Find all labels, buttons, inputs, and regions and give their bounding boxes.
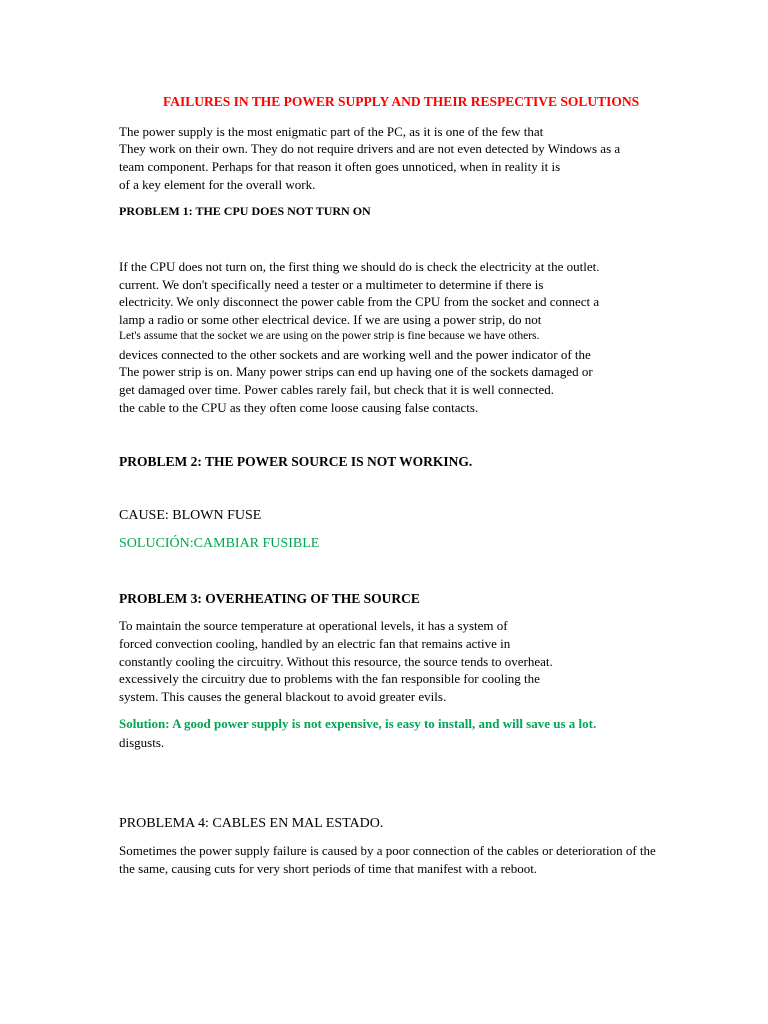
problem1-line: If the CPU does not turn on, the first thing we should do is check the electricity at the outlet. [119, 259, 600, 274]
problem1-heading: PROBLEM 1: THE CPU DOES NOT TURN ON [119, 204, 371, 218]
problem1-line: The power strip is on. Many power strips can end up having one of the sockets damaged or [119, 364, 593, 379]
problem4-line: Sometimes the power supply failure is caused by a poor connection of the cables or deterioration of the [119, 843, 656, 858]
problem1-line: electricity. We only disconnect the power cable from the CPU from the socket and connect a [119, 294, 600, 309]
problem3-heading: PROBLEM 3: OVERHEATING OF THE SOURCE [119, 591, 420, 606]
problem4-heading: PROBLEMA 4: CABLES EN MAL ESTADO. [119, 816, 384, 831]
problem1-line: lamp a radio or some other electrical device. If we are using a power strip, do not [119, 312, 542, 327]
problem2-heading: PROBLEM 2: THE POWER SOURCE IS NOT WORKING. [119, 454, 473, 469]
problem3-line: forced convection cooling, handled by an electric fan that remains active in [119, 636, 511, 651]
problem1-line: the cable to the CPU as they often come loose causing false contacts. [119, 400, 479, 415]
intro-line: The power supply is the most enigmatic part of the PC, as it is one of the few that [119, 124, 544, 139]
intro-line: They work on their own. They do not require drivers and are not even detected by Windows as a [119, 141, 621, 156]
problem3-line: system. This causes the general blackout to avoid greater evils. [119, 689, 447, 704]
problem2-solution: SOLUCIÓN:CAMBIAR FUSIBLE [119, 536, 320, 551]
problem4-line: the same, causing cuts for very short periods of time that manifest with a reboot. [119, 861, 538, 876]
intro-line: of a key element for the overall work. [119, 177, 316, 192]
problem1-line: get damaged over time. Power cables rarely fail, but check that it is well connected. [119, 382, 554, 397]
intro-line: team component. Perhaps for that reason it often goes unnoticed, when in reality it is [119, 159, 561, 174]
problem3-after: disgusts. [119, 735, 165, 750]
problem1-line: devices connected to the other sockets and are working well and the power indicator of the [119, 347, 591, 362]
document-title: FAILURES IN THE POWER SUPPLY AND THEIR RESPECTIVE SOLUTIONS [163, 94, 640, 109]
problem3-line: constantly cooling the circuitry. Without this resource, the source tends to overheat. [119, 654, 553, 669]
problem3-line: excessively the circuitry due to problems with the fan responsible for cooling the [119, 671, 540, 686]
problem1-line: current. We don't specifically need a tester or a multimeter to determine if there is [119, 277, 544, 292]
problem3-solution: Solution: A good power supply is not expensive, is easy to install, and will save us a lot. [119, 716, 597, 731]
problem3-line: To maintain the source temperature at operational levels, it has a system of [119, 618, 508, 633]
problem1-line: Let's assume that the socket we are using on the power strip is fine because we have others. [119, 330, 540, 342]
problem2-cause: CAUSE: BLOWN FUSE [119, 508, 262, 523]
